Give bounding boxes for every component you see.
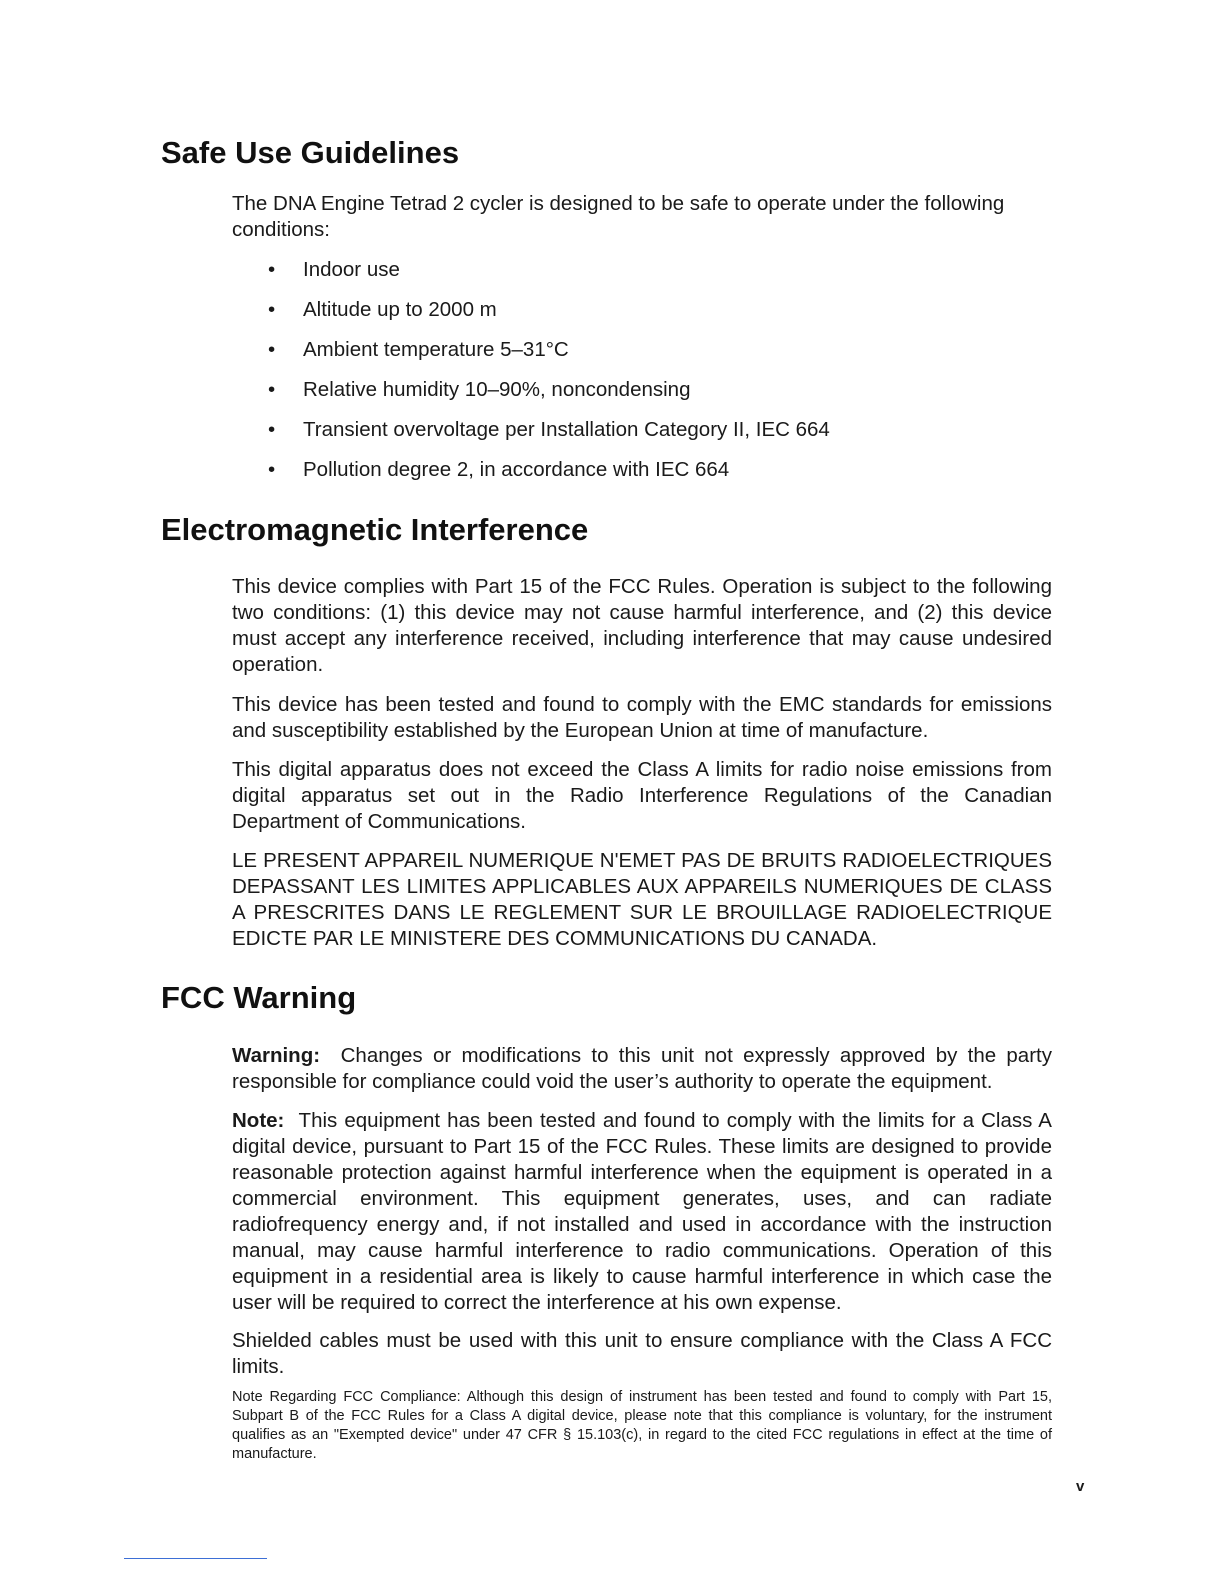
list-item: • Ambient temperature 5–31°C bbox=[268, 338, 569, 361]
safe-use-conditions-list bbox=[232, 257, 830, 497]
fcc-compliance-note: Note Regarding FCC Compliance: Although this design of instrument has been tested and found to comply with Part 15, Subpart B of the FCC Rules for a Class A digital device, please note that this compliance is voluntary, for the instrument qualifies as an "Exempted device" under 47 CFR § 15.103(c), in regard to the cited FCC regulations in effect at the time of manufacture. bbox=[232, 1389, 1052, 1462]
bullet-icon: • bbox=[268, 298, 276, 321]
bullet-icon: • bbox=[268, 378, 276, 401]
bullet-icon: • bbox=[268, 338, 276, 361]
list-item: • Relative humidity 10–90%, noncondensing bbox=[268, 378, 691, 401]
footnote-rule bbox=[124, 1558, 267, 1559]
emi-paragraph-4-french: LE PRESENT APPAREIL NUMERIQUE N'EMET PAS DE BRUITS RADIOELECTRIQUES DEPASSANT LES LIMITES APPLICABLES AUX APPAREILS NUMERIQUES DE CLASS A PRESCRITES DANS LE REGLEMENT SUR LE BROUILLAGE RADIOELECTRIQUE EDICTE PAR LE MINISTERE DES COMMUNICATIONS DU CANADA. bbox=[232, 849, 1052, 950]
heading-safe-use: Safe Use Guidelines bbox=[161, 135, 460, 170]
emi-paragraph-3: This digital apparatus does not exceed the Class A limits for radio noise emissions from digital apparatus set out in the Radio Interference Regulations of the Canadian Department of Communications. bbox=[232, 758, 1052, 833]
list-item: • Indoor use bbox=[268, 258, 400, 281]
bullet-icon: • bbox=[268, 458, 276, 481]
heading-emi: Electromagnetic Interference bbox=[161, 512, 589, 547]
emi-paragraph-2: This device has been tested and found to comply with the EMC standards for emissions and susceptibility established by the European Union at time of manufacture. bbox=[232, 693, 1052, 742]
emi-paragraph-1: This device complies with Part 15 of the FCC Rules. Operation is subject to the following two conditions: (1) this device may not cause harmful interference, and (2) this device must accept any interference received, including interference that may cause undesired operation. bbox=[232, 575, 1052, 676]
list-item: • Altitude up to 2000 m bbox=[268, 298, 497, 321]
bullet-icon: • bbox=[268, 258, 276, 281]
list-item: • Transient overvoltage per Installation Category II, IEC 664 bbox=[268, 418, 830, 441]
bullet-icon: • bbox=[268, 418, 276, 441]
safe-use-intro: The DNA Engine Tetrad 2 cycler is designed to be safe to operate under the following conditions: bbox=[232, 192, 1005, 241]
warning-label: Warning: bbox=[232, 1044, 321, 1067]
fcc-note-paragraph bbox=[232, 1108, 1052, 1316]
list-item: • Pollution degree 2, in accordance with IEC 664 bbox=[268, 458, 730, 481]
fcc-warning-paragraph bbox=[232, 1043, 1052, 1095]
note-text: This equipment has been tested and found to comply with the limits for a Class A digital device, pursuant to Part 15 of the FCC Rules. These limits are designed to provide reasonable protection against harmful interference when the equipment is operated in a commercial environment. This equipment generates, uses, and can radiate radiofrequency energy and, if not installed and used in accordance with the instruction manual, may cause harmful interference to radio communications. Operation of this equipment in a residential area is likely to cause harmful interference in which case the user will be required to correct the interference at his own expense. bbox=[232, 1109, 1052, 1314]
page-number: v bbox=[1076, 1478, 1085, 1495]
fcc-shielded-cables-paragraph: Shielded cables must be used with this unit to ensure compliance with the Class A FCC limits. bbox=[232, 1329, 1052, 1378]
warning-text: Changes or modifications to this unit not expressly approved by the party responsible for compliance could void the user’s authority to operate the equipment. bbox=[232, 1044, 1052, 1093]
heading-fcc-warning: FCC Warning bbox=[161, 980, 357, 1015]
note-label: Note: bbox=[232, 1109, 285, 1132]
